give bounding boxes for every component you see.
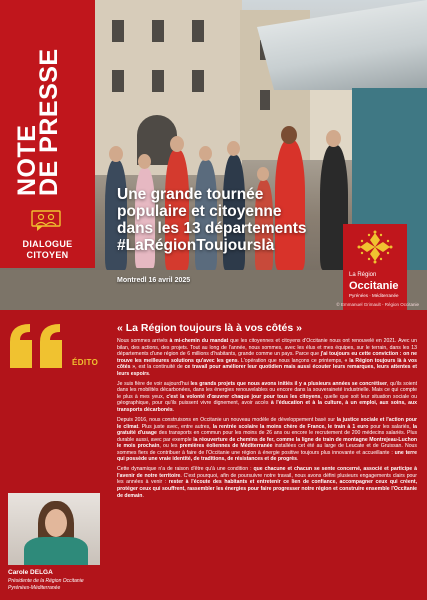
bold-run: premières éoliennes de Méditerranée <box>179 443 273 450</box>
press-note-banner <box>0 0 95 268</box>
dialogue-icon <box>31 210 61 232</box>
logo-name: Occitanie <box>349 280 399 292</box>
edito-paragraph: Depuis 2016, nous construisons en Occitanie un nouveau modèle de développement basé sur la justice sociale et l'action pour le climat. Plus juste avec, entre autres, la rentrée scolaire la moins chère de France, le train à 1 euro pour les salariés, la gratuité d'usage des transports en commun pour les moins de 26 ans ou encore le recrutement de 200 médecins salariés. Plus durable aussi, avec par exemple la réouverture de chemins de fer, comme la ligne de train de montagne Montrejeau-Luchon le mois prochain, ou les premières éoliennes de Méditerranée installées cet été au large de Leucate et de Gruissan. Nous sommes fiers de contribuer à faire de l'Occitanie une région à énergie positive toujours plus innovante et accueillante : une terre qui possède une vraie identité, de traditions, de résistances et de progrès. <box>117 417 418 463</box>
bold-run: ce travail pour améliorer leur quotidien mais aussi écouter leurs remarques, leurs attentes et leurs espoirs <box>117 364 417 377</box>
portrait-role: Présidente de la Région Occitanie Pyrénées-Méditerranée <box>8 578 84 591</box>
edito-paragraph: Je suis fière de voir aujourd'hui les grands projets que nous avons initiés il y a plusieurs années se concrétiser, qu'ils soient dans les mobilités décarbonées, dans les énergies renouvelables ou encore dans la souveraineté industrielle. Mais ce qui compte le plus à mes yeux, c'est la volonté d'œuvrer chaque jour pour tous les citoyens, quelle que soit leur situation sociale ou géographique, pour qu'ils puissent vivre dignement, avoir accès à l'éducation et à la culture, à un emploi, aux soins, aux transports décarbonés. <box>117 380 417 413</box>
bold-run: j'ai toujours eu cette conviction : on ne trouve les meilleures solutions qu'avec les gens <box>117 351 417 364</box>
press-note-title: NOTE DE PRESSE <box>13 48 63 196</box>
logo-subtitle: Pyrénées · Méditerranée <box>349 293 399 298</box>
portrait-name: Carole DELGA <box>8 569 53 576</box>
bold-run: la gratuité d'usage <box>117 423 417 437</box>
logo-small-text: La Région <box>349 272 377 278</box>
bold-run: que chacune et chacun se sente concerné, associé et participe à l'avenir de notre territoire <box>117 466 417 479</box>
bold-run: rester à l'écoute des habitants et entretenir ce lien de confiance, accompagner ceux qui créent, protéger ceux qui souffrent, rassembler les énergies pour faire progresser notre région et construire ensemble l'Occitanie de demain <box>117 479 417 499</box>
bold-run: à l'éducation et à la culture, à un emploi, aux soins, aux transports décarbonés <box>117 400 417 413</box>
quote-mark-icon <box>8 322 66 370</box>
edito-paragraph: Nous sommes arrivés à mi-chemin du mandat que les citoyennes et citoyens d'Occitanie nous ont renouvelé en 2021. Avec un bilan, des actions, des projets. Tout au long de l'année, nous sommes, avec les élus et mes équipes, sur le terrain, dans les 13 départements d'une région de 6 millions d'habitants, grande comme un pays. Parce que j'ai toujours eu cette conviction : on ne trouve les meilleures solutions qu'avec les gens. L'opération que nous lançons ce printemps, « la Région toujours là à vos côtés », est la continuité de ce travail pour améliorer leur quotidien mais aussi écouter leurs remarques, leurs attentes et leurs espoirs. <box>117 338 418 377</box>
publication-date: Montredl 16 avril 2025 <box>117 277 191 284</box>
bold-run: « la Région toujours là à vos côtés » <box>117 357 418 371</box>
bold-run: la réouverture de chemins de fer, comme la ligne de train de montagne Montrejeau-Luchon le mois prochain <box>117 436 417 450</box>
bold-run: la rentrée scolaire la moins chère de France, le train à 1 euro <box>212 423 369 430</box>
bold-run: à mi-chemin du mandat <box>169 338 229 344</box>
dialogue-label: DIALOGUE CITOYEN <box>22 239 73 260</box>
edito-label: ÉDITO <box>72 358 99 367</box>
edito-article <box>117 322 417 503</box>
portrait-photo <box>8 493 100 565</box>
bold-run: une terre qui possède une vraie identité, de traditions, de résistances et de progrès <box>117 449 417 463</box>
edito-paragraph: Cette dynamique n'a de raison d'être qu'à une condition : que chacune et chacun se sente concerné, associé et participe à l'avenir de notre territoire. C'est pourquoi, afin de poursuivre notre travail, nous avons défini plusieurs engagements clairs pour les années à venir : rester à l'écoute des habitants et entretenir ce lien de confiance, accompagner ceux qui créent, protéger ceux qui souffrent, rassembler les énergies pour faire progresser notre région et construire ensemble l'Occitanie de demain. <box>117 466 417 499</box>
occitan-cross-icon <box>357 230 393 264</box>
bold-run: c'est la volonté d'œuvrer chaque jour pour tous les citoyens <box>166 393 321 400</box>
edito-title: « La Région toujours là à vos côtés » <box>117 322 302 334</box>
photo-credit: © Emmanuel Grimault - Région Occitanie <box>336 302 419 307</box>
bold-run: la justice sociale et l'action pour le climat <box>117 417 417 430</box>
headline: Une grande tournée populaire et citoyenne dans les 13 départements #LaRégionToujourslà <box>117 186 307 254</box>
region-logo <box>343 224 407 310</box>
bold-run: les grands projets que nous avons initiés il y a plusieurs années se concrétiser <box>190 380 387 387</box>
